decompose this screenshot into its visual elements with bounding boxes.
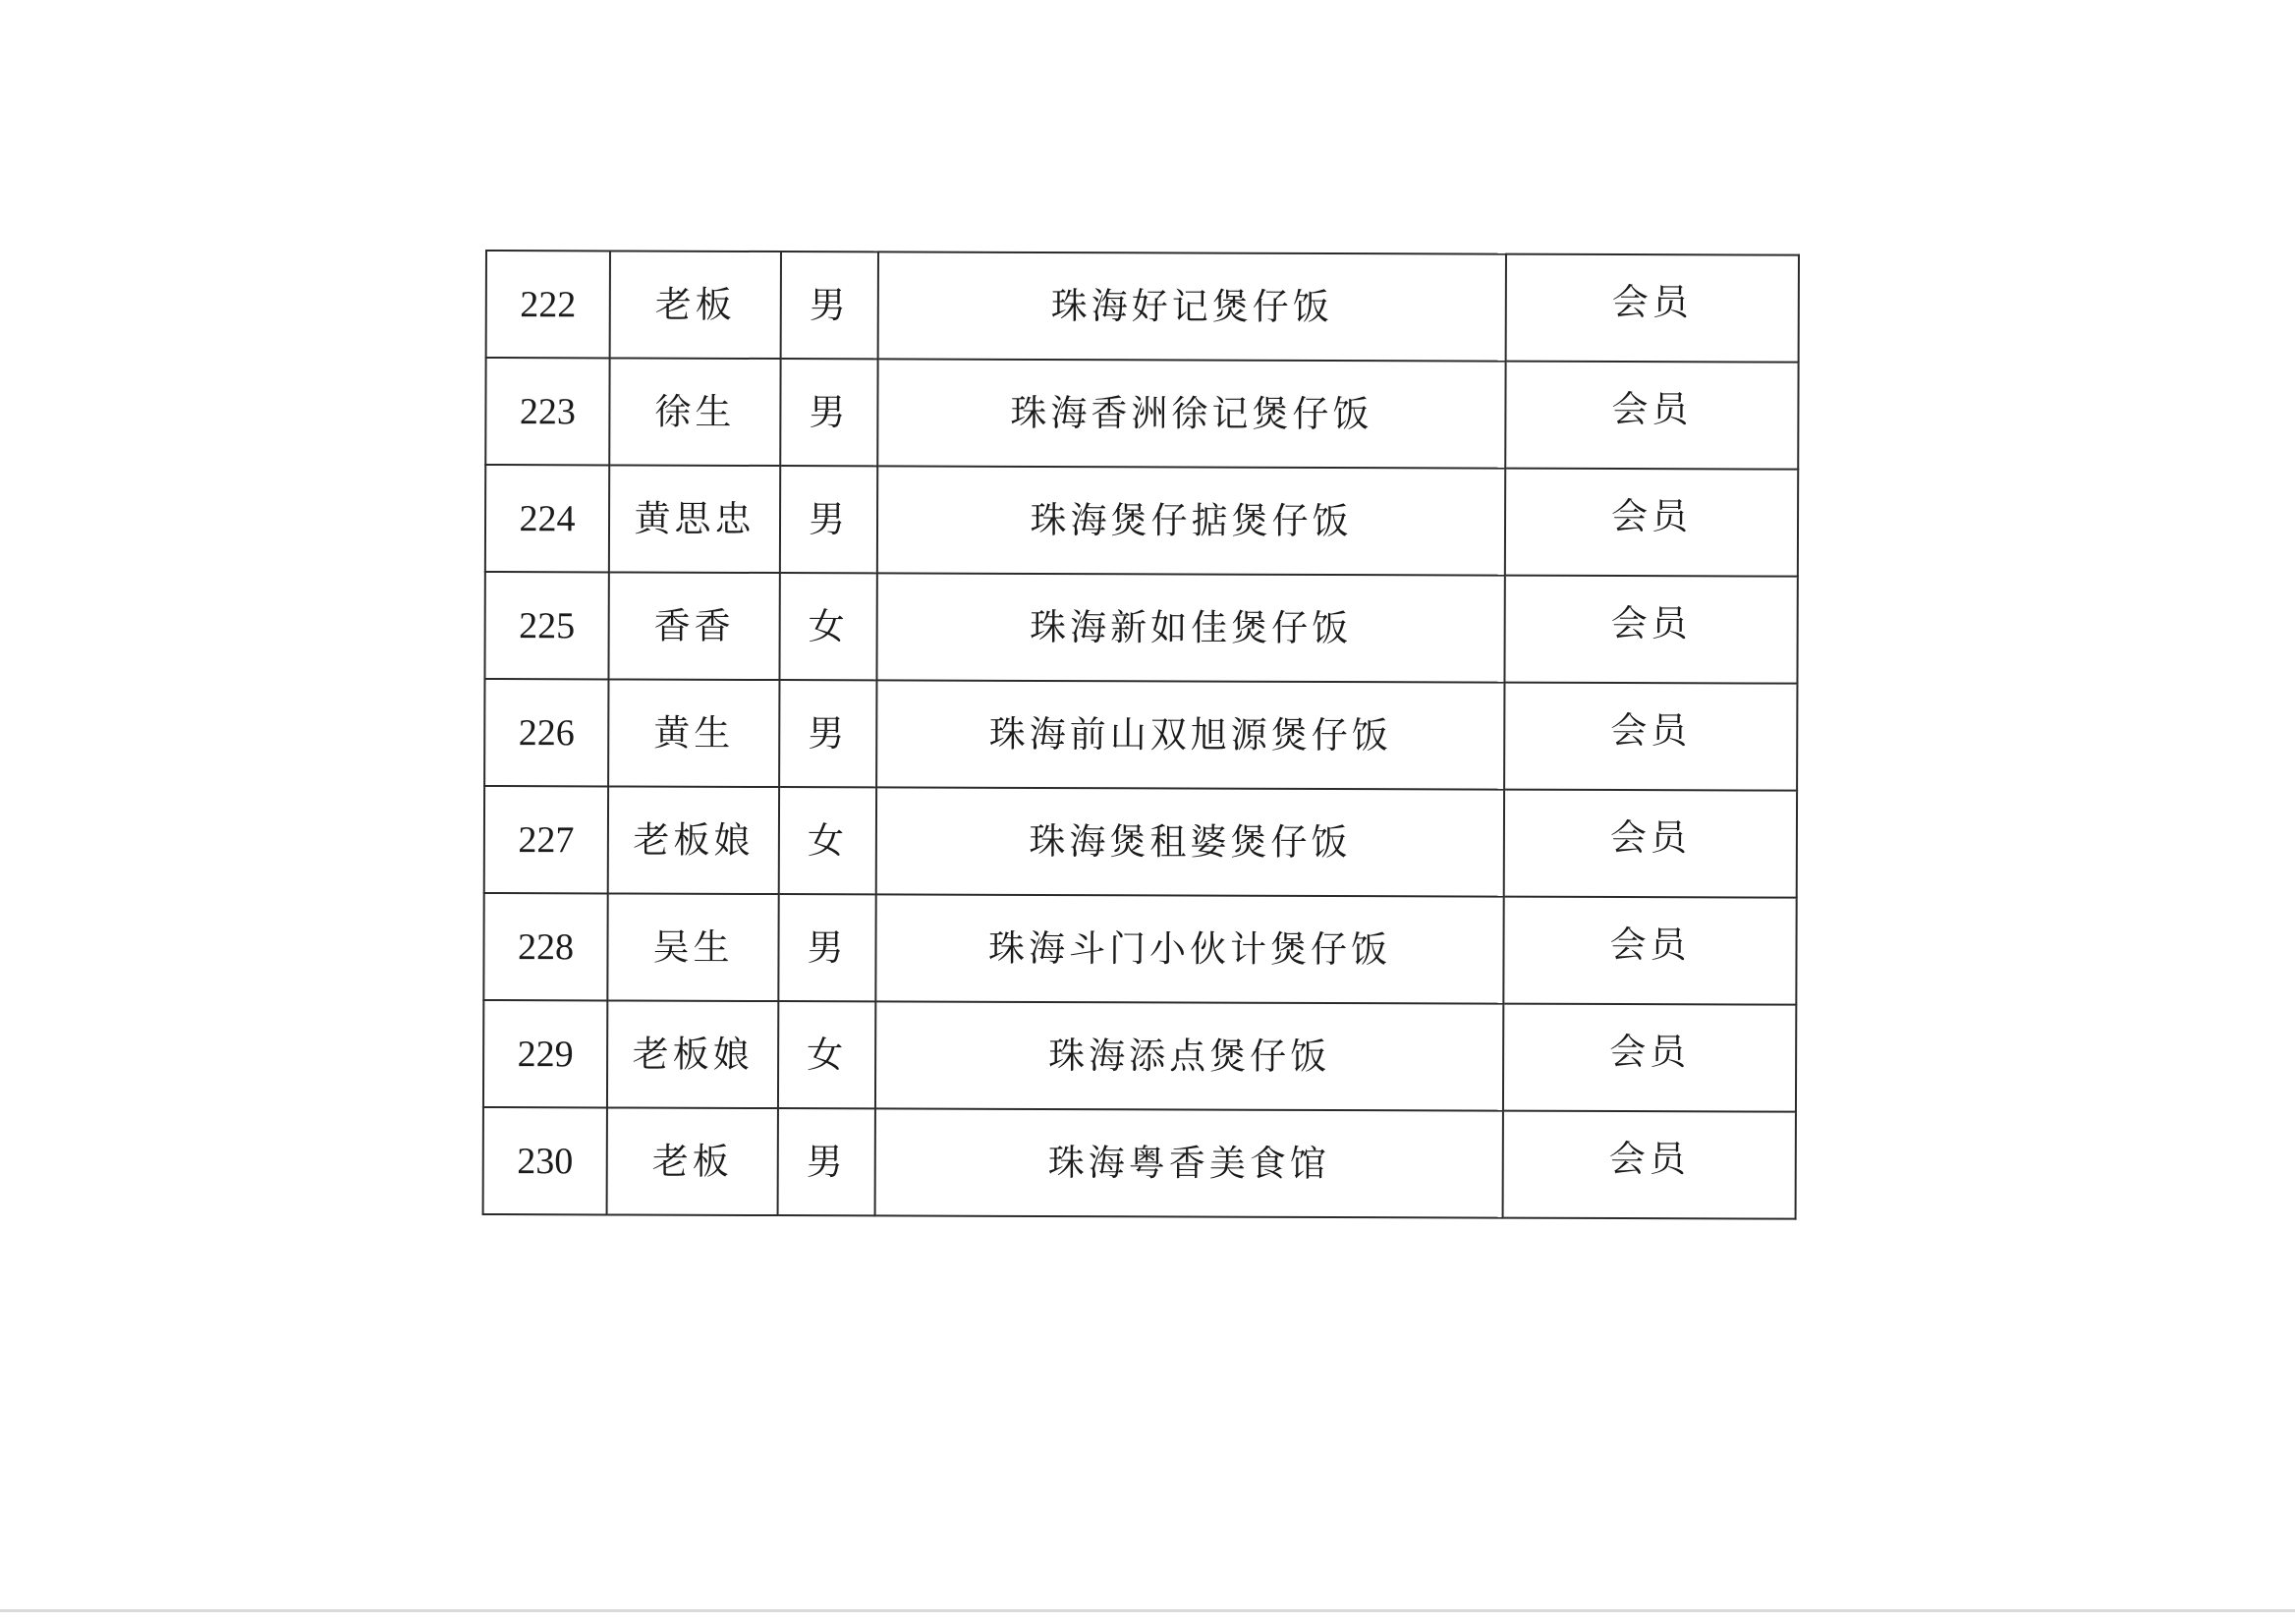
table-row [484,679,1797,791]
member-table-body [483,251,1799,1219]
contact-name: 香香 [608,572,779,680]
contact-name: 老板娘 [607,1000,778,1108]
member-status-text: 会员 [1608,1137,1690,1181]
contact-name: 老板 [610,251,781,359]
row-number: 227 [484,786,608,893]
table-row [485,358,1798,470]
contact-name: 吴生 [607,893,778,1001]
gender: 男 [778,1108,875,1215]
member-status [1503,897,1796,1005]
contact-name: 老板 [607,1107,778,1215]
contact-name: 黄生 [608,679,779,787]
row-number: 224 [485,465,609,572]
member-status-text: 会员 [1609,816,1691,860]
shop-name: 珠海煲仔掂煲仔饭 [877,466,1505,575]
member-status-text: 会员 [1611,388,1693,431]
member-status-text: 会员 [1611,281,1693,324]
member-status [1506,254,1799,363]
table-row [486,251,1799,363]
shop-name: 珠海香洲徐记煲仔饭 [877,359,1505,468]
gender: 男 [780,359,877,466]
shop-name: 珠海前山双旭源煲仔饭 [876,680,1504,789]
row-number: 228 [483,893,607,1000]
member-status-text: 会员 [1609,923,1691,967]
shop-name: 珠海新如佳煲仔饭 [876,573,1504,682]
table-row [485,465,1798,577]
gender: 女 [779,787,876,894]
shop-name: 珠海添点煲仔饭 [875,1001,1503,1110]
table-row [483,893,1796,1005]
member-status-text: 会员 [1610,602,1692,645]
gender: 男 [781,252,878,359]
gender: 男 [778,894,875,1001]
gender: 男 [780,466,877,573]
member-status [1503,1111,1796,1219]
member-status [1504,576,1797,684]
member-table [482,250,1800,1220]
row-number: 226 [484,679,608,786]
gender: 男 [779,680,876,787]
member-status [1505,362,1798,470]
table-row [483,1107,1796,1219]
row-number: 222 [486,251,610,358]
row-number: 230 [483,1107,607,1214]
member-status-text: 会员 [1609,1030,1691,1074]
scan-edge-line [0,1609,2295,1612]
contact-name: 老板娘 [608,786,779,894]
row-number: 223 [485,358,609,465]
member-status [1503,1004,1796,1112]
row-number: 229 [483,1000,607,1107]
member-status-text: 会员 [1610,709,1692,753]
shop-name: 珠海好记煲仔饭 [878,252,1506,361]
gender: 女 [779,573,876,680]
gender: 女 [778,1001,875,1108]
member-status [1505,469,1798,577]
contact-name: 黄思忠 [609,465,780,573]
shop-name: 珠海煲租婆煲仔饭 [876,787,1504,896]
shop-name: 珠海粤香美食馆 [875,1108,1503,1217]
table-row [483,1000,1796,1112]
contact-name: 徐生 [609,358,780,466]
shop-name: 珠海斗门小伙计煲仔饭 [875,894,1503,1003]
table-row [484,572,1797,684]
member-status [1504,790,1797,898]
row-number: 225 [484,572,608,679]
table-row [484,786,1797,898]
member-status-text: 会员 [1610,495,1693,538]
member-status [1504,683,1797,791]
